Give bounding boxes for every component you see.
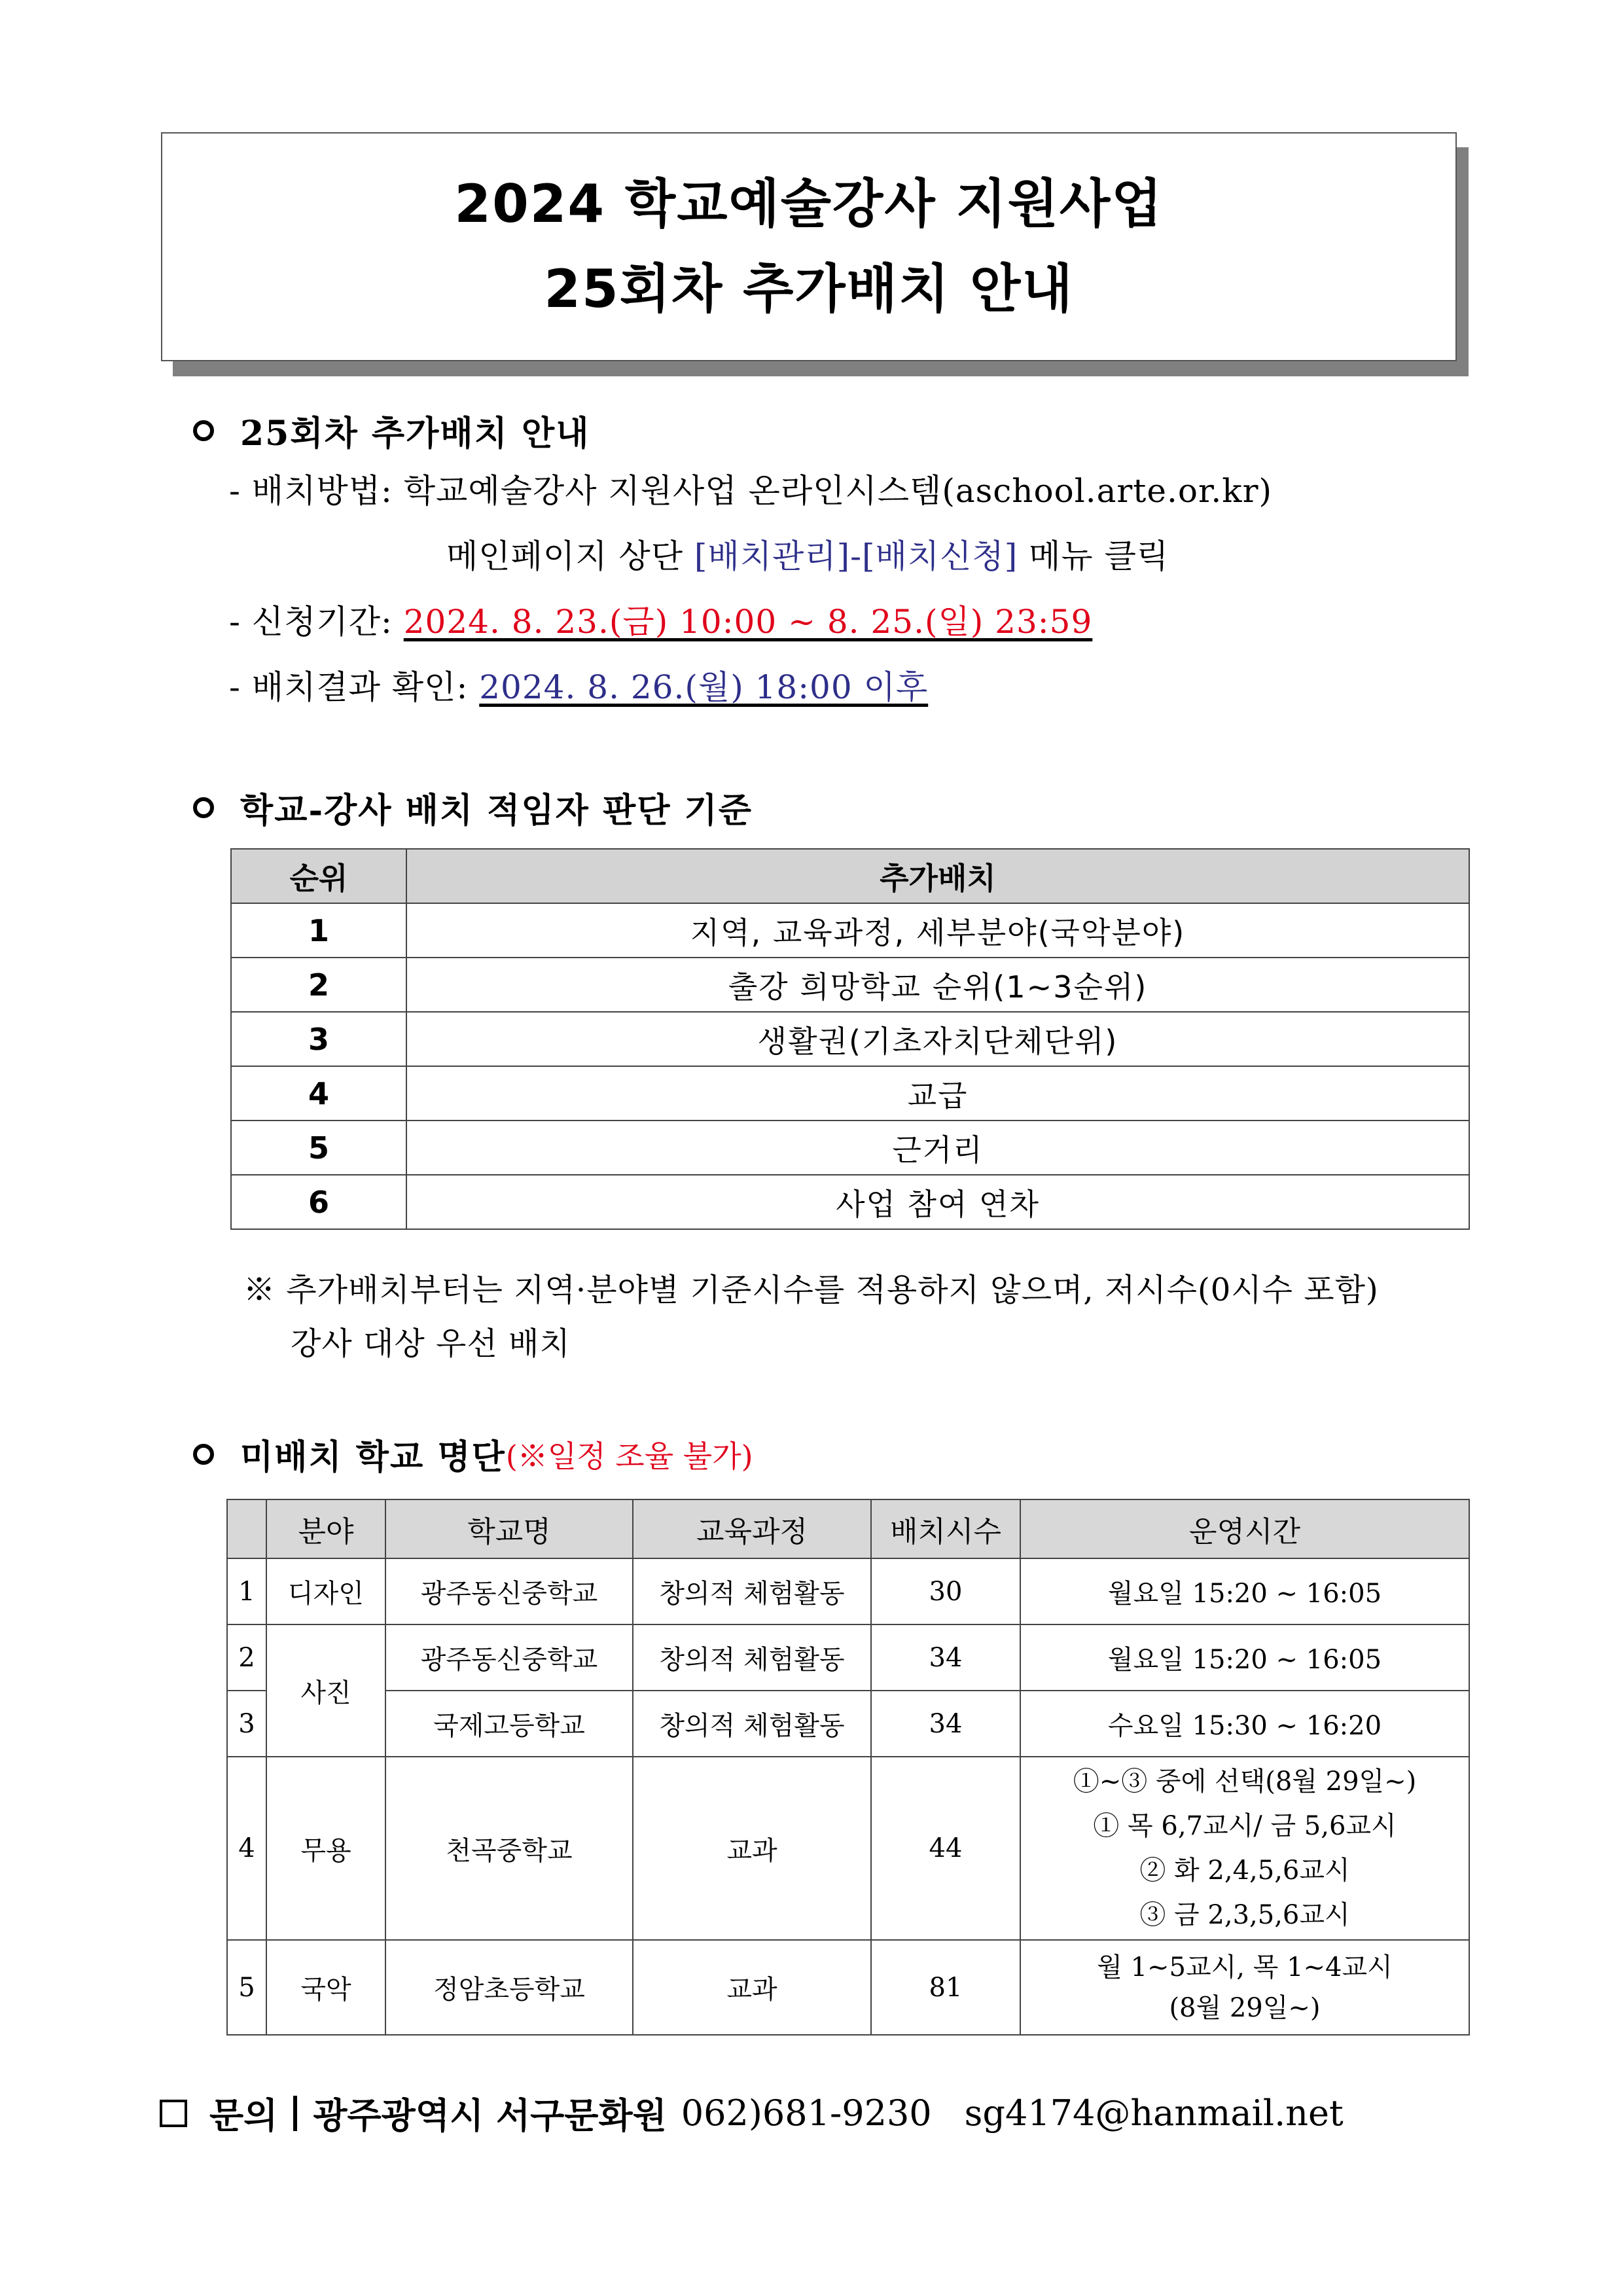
result-value: 2024. 8. 26.(월) 18:00 이후: [479, 668, 929, 706]
rank-cell: 3: [231, 1012, 406, 1066]
menu-path: [배치관리]-[배치신청]: [694, 537, 1018, 575]
section2-heading: [193, 783, 753, 832]
time-line: ③ 금 2,3,5,6교시: [1139, 1900, 1350, 1930]
rank-cell: 5: [231, 1121, 406, 1175]
criterion-cell: 지역, 교육과정, 세부분야(국악분야): [406, 903, 1469, 958]
table-row: [231, 903, 1469, 958]
time-line: ① 목 6,7교시/ 금 5,6교시: [1093, 1811, 1397, 1841]
section1-heading-text: 25회차 추가배치 안내: [240, 414, 590, 454]
table-row: [231, 1121, 1469, 1175]
header-time: 운영시간: [1020, 1499, 1469, 1558]
time-cell: 월요일 15:20 ~ 16:05: [1020, 1558, 1469, 1624]
divider: [293, 2096, 297, 2131]
hours-cell: 30: [871, 1558, 1020, 1624]
method-line: [229, 465, 1272, 512]
course-cell: 교과: [633, 1757, 871, 1940]
contact-email[interactable]: sg4174@hanmail.net: [964, 2092, 1344, 2134]
period-line: [229, 596, 1092, 643]
table-row: [227, 1558, 1469, 1624]
criterion-cell: 사업 참여 연차: [406, 1175, 1469, 1229]
circle-bullet-icon: [193, 1444, 214, 1465]
contact-footer: [160, 2088, 1344, 2138]
circle-bullet-icon: [193, 420, 214, 441]
contact-phone: 062)681-9230: [681, 2092, 932, 2134]
header-school: 학교명: [385, 1499, 633, 1558]
school-cell: 광주동신중학교: [385, 1558, 633, 1624]
section3-heading: [193, 1429, 753, 1479]
title-line-1: 2024 학교예술강사 지원사업: [454, 173, 1164, 234]
header-no: [227, 1499, 266, 1558]
period-value: 2024. 8. 23.(금) 10:00 ~ 8. 25.(일) 23:59: [403, 603, 1093, 641]
hours-cell: 44: [871, 1757, 1020, 1940]
time-line: ①~③ 중에 선택(8월 29일~): [1073, 1767, 1417, 1797]
criteria-header-rank: 순위: [231, 849, 406, 903]
unassigned-schools-table: [226, 1499, 1470, 2036]
row-number: 3: [227, 1691, 266, 1757]
course-cell: 창의적 체험활동: [633, 1558, 871, 1624]
table-row: [231, 1012, 1469, 1066]
school-cell: 국제고등학교: [385, 1691, 633, 1757]
field-cell: 무용: [266, 1757, 385, 1940]
field-cell: 국악: [266, 1940, 385, 2035]
time-line: (8월 29일~): [1169, 1992, 1321, 2023]
method-line-2: [446, 530, 1169, 577]
criterion-cell: 교급: [406, 1066, 1469, 1121]
table-row: [227, 1757, 1469, 1940]
method-text: 학교예술강사 지원사업 온라인시스템(aschool.arte.or.kr): [403, 472, 1272, 510]
school-cell: 정암초등학교: [385, 1940, 633, 2035]
rank-cell: 2: [231, 958, 406, 1012]
result-label: - 배치결과 확인:: [229, 668, 480, 706]
time-cell: [1020, 1940, 1469, 2035]
time-line: 월 1~5교시, 목 1~4교시: [1097, 1952, 1393, 1982]
table-row: [227, 1624, 1469, 1691]
title-line-2: 25회차 추가배치 안내: [544, 259, 1074, 319]
row-number: 2: [227, 1624, 266, 1691]
hours-cell: 81: [871, 1940, 1020, 2035]
table-row: [227, 1691, 1469, 1757]
time-cell: 수요일 15:30 ~ 16:20: [1020, 1691, 1469, 1757]
header-hours: 배치시수: [871, 1499, 1020, 1558]
school-cell: 천곡중학교: [385, 1757, 633, 1940]
header-course: 교육과정: [633, 1499, 871, 1558]
rank-cell: 1: [231, 903, 406, 958]
header-field: 분야: [266, 1499, 385, 1558]
title-box: [161, 132, 1457, 361]
square-bullet-icon: [160, 2100, 187, 2127]
time-line: ② 화 2,4,5,6교시: [1139, 1856, 1350, 1886]
section2-heading-text: 학교-강사 배치 적임자 판단 기준: [240, 791, 753, 831]
criterion-cell: 출강 희망학교 순위(1~3순위): [406, 958, 1469, 1012]
course-cell: 창의적 체험활동: [633, 1624, 871, 1691]
note-line-1: ※ 추가배치부터는 지역·분야별 기준시수를 적용하지 않으며, 저시수(0시수 포함): [243, 1272, 1379, 1308]
criteria-header-row: [231, 849, 1469, 903]
hours-cell: 34: [871, 1691, 1020, 1757]
course-cell: 창의적 체험활동: [633, 1691, 871, 1757]
course-cell: 교과: [633, 1940, 871, 2035]
criterion-cell: 생활권(기초자치단체단위): [406, 1012, 1469, 1066]
time-cell: [1020, 1757, 1469, 1940]
row-number: 4: [227, 1757, 266, 1940]
circle-bullet-icon: [193, 797, 214, 818]
table-row: [231, 958, 1469, 1012]
section1-heading: [193, 406, 590, 455]
note-line-2: 강사 대상 우선 배치: [291, 1325, 571, 1362]
row-number: 5: [227, 1940, 266, 2035]
criterion-cell: 근거리: [406, 1121, 1469, 1175]
row-number: 1: [227, 1558, 266, 1624]
method-text2-pre: 메인페이지 상단: [446, 537, 694, 575]
hours-cell: 34: [871, 1624, 1020, 1691]
section3-heading-text: 미배치 학교 명단: [240, 1437, 506, 1477]
criteria-header-criterion: 추가배치: [406, 849, 1469, 903]
contact-label: 문의: [209, 2094, 278, 2136]
method-text2-post: 메뉴 클릭: [1018, 537, 1169, 575]
section3-heading-note: (※일정 조율 불가): [505, 1438, 753, 1474]
result-line: [229, 661, 928, 708]
school-cell: 광주동신중학교: [385, 1624, 633, 1691]
field-cell: 사진: [266, 1624, 385, 1757]
schedule-header-row: [227, 1499, 1469, 1558]
table-row: [231, 1066, 1469, 1121]
contact-org: 광주광역시 서구문화원: [313, 2094, 667, 2136]
criteria-table: [230, 848, 1470, 1230]
field-cell: 디자인: [266, 1558, 385, 1624]
rank-cell: 6: [231, 1175, 406, 1229]
period-label: - 신청기간:: [229, 603, 404, 641]
time-cell: 월요일 15:20 ~ 16:05: [1020, 1624, 1469, 1691]
table-row: [227, 1940, 1469, 2035]
rank-cell: 4: [231, 1066, 406, 1121]
table-row: [231, 1175, 1469, 1229]
method-label: - 배치방법:: [229, 472, 404, 510]
